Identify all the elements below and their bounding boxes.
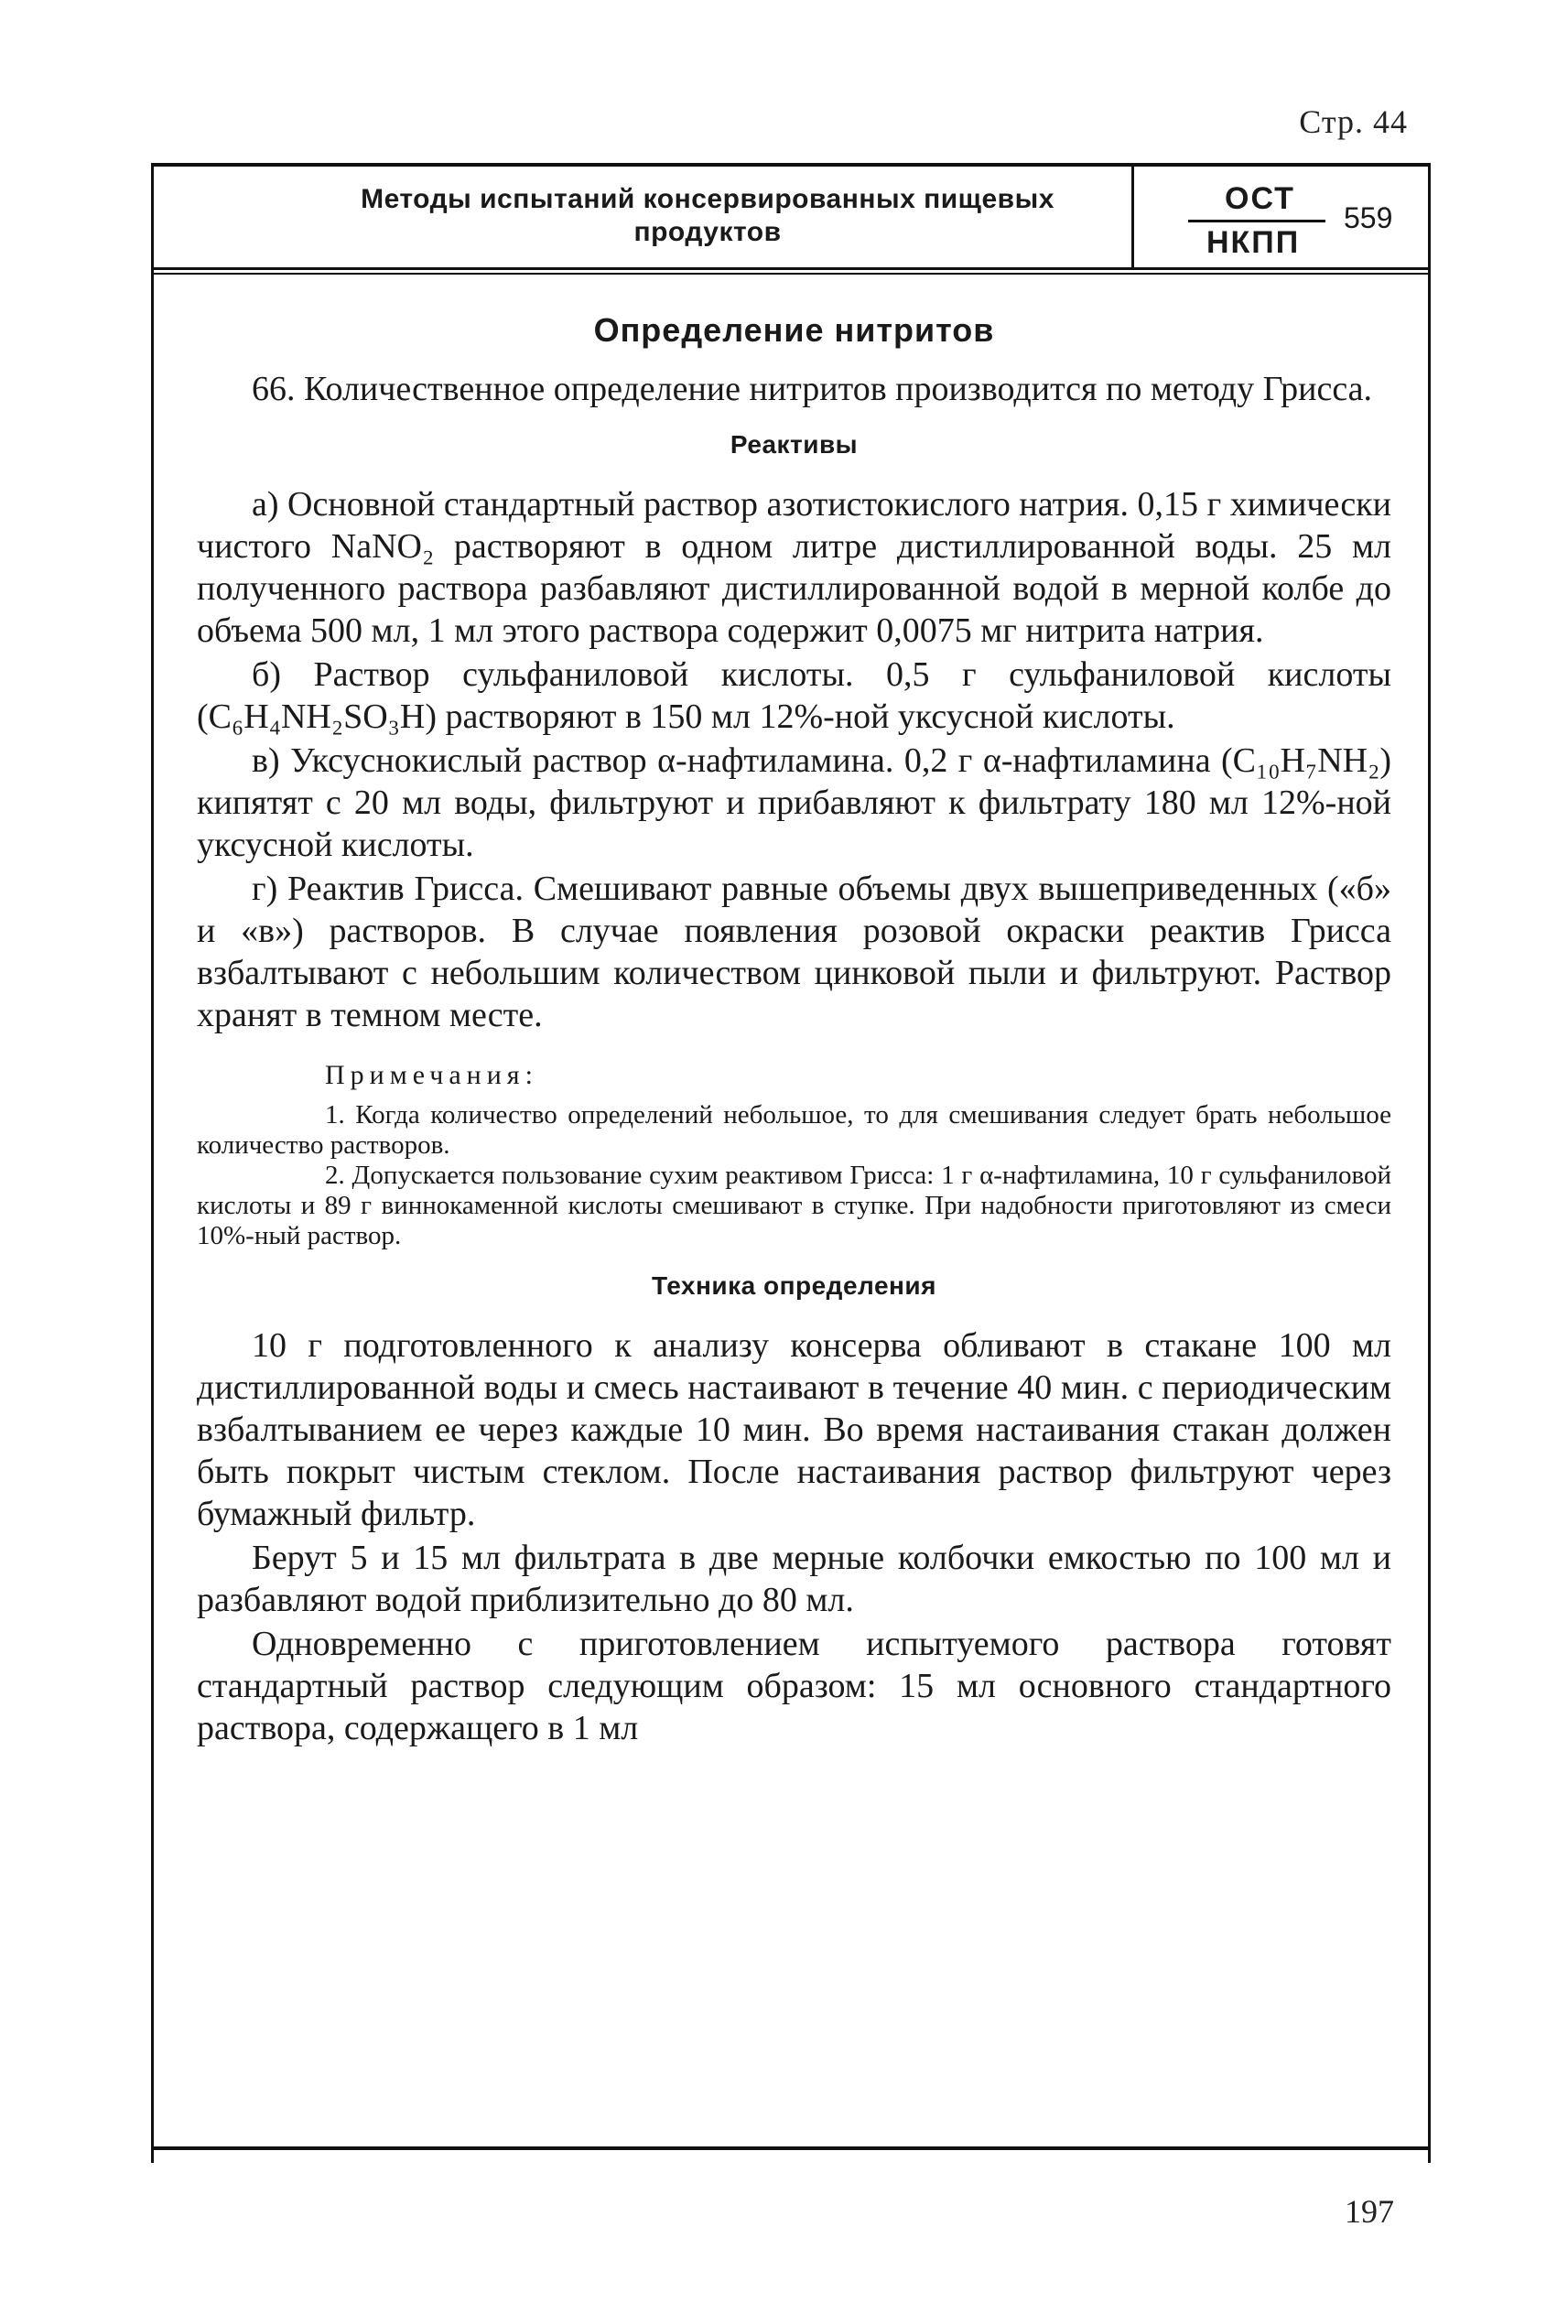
header-bottom-rule-thin [151,273,1431,275]
reagent-b: б) Раствор сульфаниловой кислоты. 0,5 г сульфаниловой кислоты (C₆H₄NH₂SO₃H) растворяют в 150 мл 12%-ной уксусной кислоты. [197,655,1391,736]
technique-paragraph-3: Одновременно с приготовлением испытуемого раствора готовят стандартный раствор следующим образом: 15 мл основного стандартного раствора, содержащего в 1 мл [197,1625,1391,1747]
page-label: Стр. 44 [1299,103,1408,140]
page-number: 197 [1345,2193,1394,2230]
section-title: Определение нитритов [593,311,995,349]
header-block [154,167,1428,267]
note-2: 2. Допускается пользование сухим реактивом Грисса: 1 г α-нафтиламина, 10 г сульфаниловой кислоты и 89 г виннокаменной кислоты смешивают в ступке. При надобности приготовляют из смеси 10%-ный раствор. [197,1161,1391,1250]
standard-designation [1161,174,1417,265]
main-content [197,311,1391,1749]
standard-bottom: НКПП [1206,225,1301,260]
reagents-title: Реактивы [730,430,859,459]
note-1: 1. Когда количество определений небольшое, то для смешивания следует брать небольшое количество растворов. [197,1100,1391,1160]
header-title-line-2: продуктов [633,217,782,247]
reagent-c: в) Уксуснокислый раствор α-нафтиламина. 0,2 г α-нафтиламина (C₁₀H₇NH₂) кипятят с 20 мл воды, фильтруют и прибавляют к фильтрату 180 мл 12%-ной уксусной кислоты. [197,741,1391,864]
header-bottom-rule [151,267,1431,270]
notes-title: Примечания: [325,1060,538,1090]
frame-right-border [1428,163,1431,2163]
standard-number: 559 [1344,201,1393,234]
technique-paragraph-1: 10 г подготовленного к анализу консерва обливают в стакане 100 мл дистиллированной воды и смесь настаивают в течение 40 мин. с периодическим взбалтыванием ее через каждые 10 мин. Во время настаивания стакан должен быть покрыт чистым стеклом. После настаивания раствор фильтруют через бумажный фильтр. [197,1326,1391,1533]
intro-paragraph: 66. Количественное определение нитритов производится по методу Грисса. [252,370,1373,408]
technique-paragraph-2: Берут 5 и 15 мл фильтрата в две мерные колбочки емкостью по 100 мл и разбавляют водой приблизительно до 80 мл. [197,1539,1391,1619]
standard-fraction-line [1188,220,1325,222]
reagent-d: г) Реактив Грисса. Смешивают равные объемы двух вышеприведенных («б» и «в») растворов. В случае появления розовой окраски реактив Грисса взбалтывают с небольшим количеством цинковой пыли и фильтруют. Раствор хранят в темном месте. [197,870,1391,1034]
header-title-line-1: Методы испытаний консервированных пищевых [361,184,1054,214]
technique-title: Техника определения [652,1271,936,1300]
header-title [227,183,1188,249]
header-divider [1131,167,1134,267]
footer-rule [151,2146,1431,2150]
reagent-a: а) Основной стандартный раствор азотистокислого натрия. 0,15 г химически чистого NaNO₂ растворяют в одном литре дистиллированной воды. 25 мл полученного раствора разбавляют дистиллированной водой в мерной колбе до объема 500 мл, 1 мл этого раствора содержит 0,0075 мг нитрита натрия. [197,485,1391,650]
standard-top: ОСТ [1225,181,1295,216]
frame-left-border [151,163,154,2163]
